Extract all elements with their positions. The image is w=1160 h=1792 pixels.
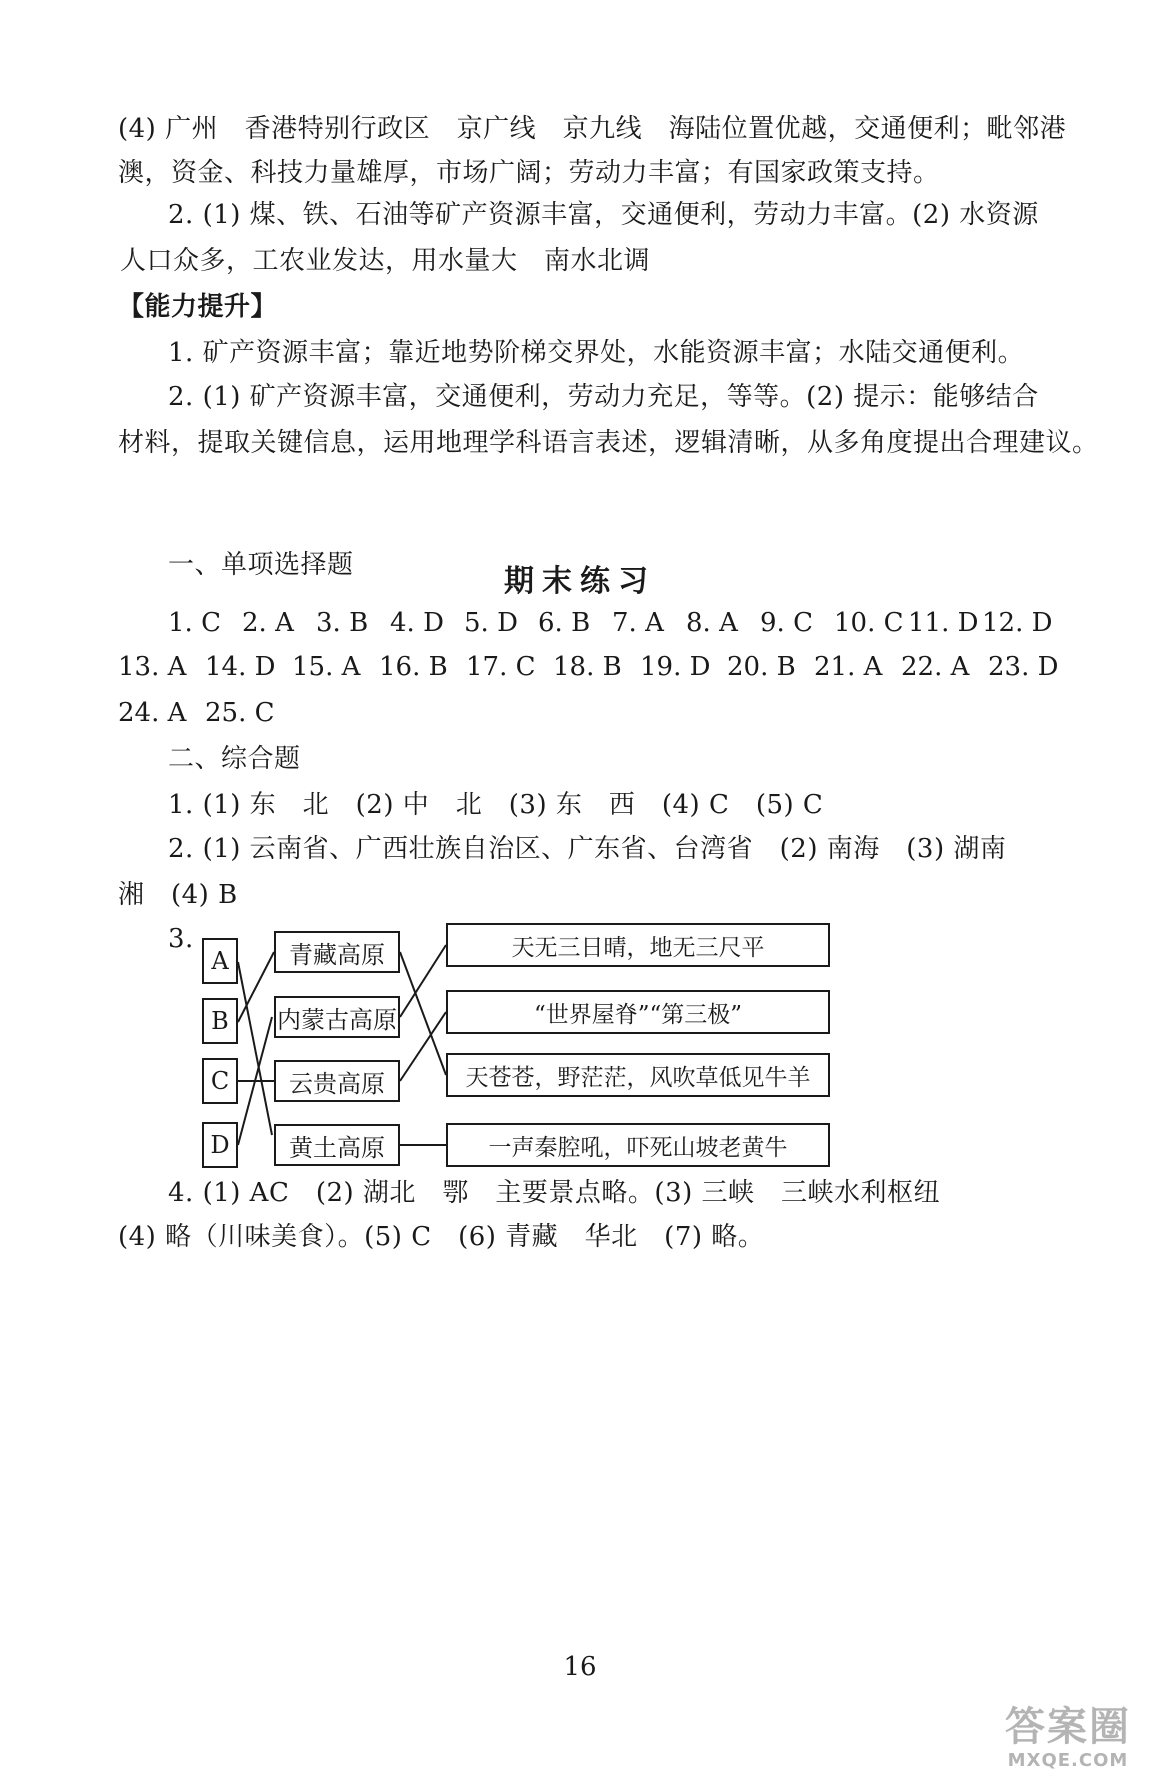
watermark-logo <box>998 1704 1138 1782</box>
quote-box: “世界屋脊”“第三极” <box>446 990 830 1034</box>
answer-item: 23. D <box>988 652 1059 682</box>
answer-line: 湘 (4) B <box>118 880 238 910</box>
answer-item: 1. C <box>168 608 221 638</box>
question-number: 3. <box>168 924 194 954</box>
answer-item: 4. D <box>390 608 444 638</box>
answer-item: 11. D <box>908 608 979 638</box>
watermark-url: MXQE.COM <box>1007 1750 1129 1771</box>
answer-line: 4. (1) AC (2) 湖北 鄂 主要景点略。(3) 三峡 三峡水利枢纽 <box>168 1178 941 1208</box>
letter-box-a: A <box>202 938 238 984</box>
match-line-qinghai <box>400 952 446 1075</box>
quote-box: 一声秦腔吼，吓死山坡老黄牛 <box>446 1123 830 1167</box>
answer-item: 22. A <box>901 652 970 682</box>
plateau-box: 黄土高原 <box>274 1124 400 1166</box>
match-line-neimeng <box>400 945 446 1017</box>
answer-item: 16. B <box>379 652 448 682</box>
answer-line: 人口众多，工农业发达，用水量大 南水北调 <box>120 246 651 276</box>
answer-item: 14. D <box>205 652 276 682</box>
quote-box: 天苍苍，野茫茫，风吹草低见牛羊 <box>446 1053 830 1097</box>
answer-item: 8. A <box>686 608 738 638</box>
answer-item: 10. C <box>834 608 904 638</box>
answer-line: 材料，提取关键信息，运用地理学科语言表述，逻辑清晰，从多角度提出合理建议。 <box>118 428 1099 458</box>
plateau-box: 内蒙古高原 <box>274 996 400 1038</box>
answer-item: 17. C <box>466 652 536 682</box>
plateau-box: 云贵高原 <box>274 1060 400 1102</box>
letter-box-b: B <box>202 998 238 1044</box>
answer-item: 5. D <box>464 608 518 638</box>
answer-line: 澳，资金、科技力量雄厚，市场广阔；劳动力丰富；有国家政策支持。 <box>118 158 940 188</box>
watermark-logo-text: 答案圈 <box>1005 1704 1131 1750</box>
section-heading-choice: 一、单项选择题 <box>168 550 354 580</box>
answer-item: 24. A <box>118 698 187 728</box>
answer-line: 2. (1) 云南省、广西壮族自治区、广东省、台湾省 (2) 南海 (3) 湖南 <box>168 834 1007 864</box>
answer-line: 2. (1) 矿产资源丰富，交通便利，劳动力充足，等等。(2) 提示：能够结合 <box>168 382 1039 412</box>
answer-item: 21. A <box>814 652 883 682</box>
plateau-box: 青藏高原 <box>274 931 400 973</box>
answer-item: 6. B <box>538 608 591 638</box>
answer-line: (4) 广州 香港特别行政区 京广线 京九线 海陆位置优越，交通便利；毗邻港 <box>118 114 1067 144</box>
answer-line: 1. 矿产资源丰富；靠近地势阶梯交界处，水能资源丰富；水陆交通便利。 <box>168 338 1025 368</box>
answer-item: 15. A <box>292 652 361 682</box>
answer-item: 19. D <box>640 652 711 682</box>
letter-box-c: C <box>202 1058 238 1104</box>
answer-item: 3. B <box>316 608 369 638</box>
answer-line: (4) 略（川味美食）。(5) C (6) 青藏 华北 (7) 略。 <box>118 1222 765 1252</box>
page-number: 16 <box>563 1652 597 1682</box>
quote-box: 天无三日晴，地无三尺平 <box>446 923 830 967</box>
answer-item: 12. D <box>982 608 1053 638</box>
answer-line: 1. (1) 东 北 (2) 中 北 (3) 东 西 (4) C (5) C <box>168 790 824 820</box>
match-line-yungui <box>400 1012 446 1081</box>
answer-item: 7. A <box>612 608 664 638</box>
answer-item: 25. C <box>205 698 275 728</box>
answer-item: 20. B <box>727 652 796 682</box>
answer-item: 18. B <box>553 652 622 682</box>
page-title: 期末练习 <box>504 564 656 599</box>
answer-line: 2. (1) 煤、铁、石油等矿产资源丰富，交通便利，劳动力丰富。(2) 水资源 <box>168 200 1039 230</box>
answer-item: 2. A <box>242 608 294 638</box>
answer-item: 9. C <box>760 608 813 638</box>
section-heading-comprehensive: 二、综合题 <box>168 744 301 774</box>
letter-box-d: D <box>202 1122 238 1168</box>
section-heading-ability: 【能力提升】 <box>118 292 278 322</box>
answer-item: 13. A <box>118 652 187 682</box>
